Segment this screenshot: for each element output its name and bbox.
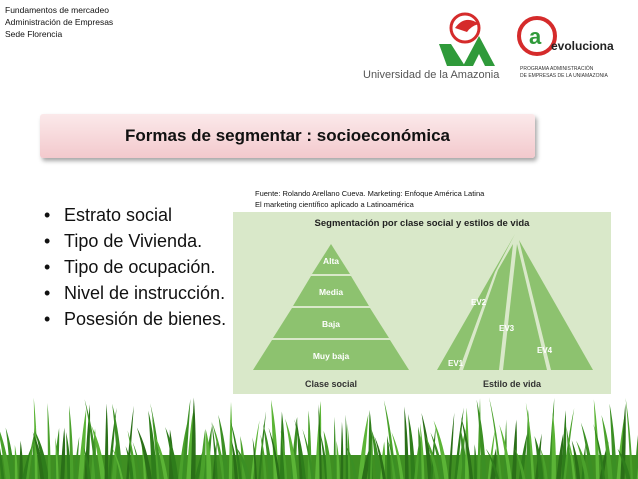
university-name: Universidad de la Amazonia [363, 69, 500, 81]
course-header [5, 4, 113, 40]
bullet-item: • Estrato social [40, 202, 226, 228]
grass-decoration [0, 395, 638, 479]
logos [355, 6, 635, 86]
bullet-list [40, 202, 226, 332]
source-line-2: El marketing científico aplicado a Latinoamérica [255, 200, 414, 209]
source-line-1: Fuente: Rolando Arellano Cueva. Marketing: Enfoque América Latina [255, 189, 485, 198]
segmentation-figure [233, 212, 611, 394]
label-muy-baja: Muy baja [312, 351, 350, 361]
grass-blade [474, 444, 477, 479]
label-ev4: EV4 [537, 346, 553, 355]
label-ev3: EV3 [499, 324, 515, 333]
bullet-item: • Posesión de bienes. [40, 306, 226, 332]
source-citation [255, 188, 484, 210]
social-class-label: Clase social [305, 379, 358, 389]
program-line-2: DE EMPRESAS DE LA UNIAMAZONIA [520, 73, 608, 79]
bullet-item: • Nivel de instrucción. [40, 280, 226, 306]
bullet-item: • Tipo de ocupación. [40, 254, 226, 280]
label-ev1: EV1 [448, 359, 464, 368]
grass-blade [60, 428, 65, 479]
pyramids-diagram [233, 212, 611, 394]
bullet-item: • Tipo de Vivienda. [40, 228, 226, 254]
course-name: Fundamentos de mercadeo [5, 5, 109, 15]
grass-blade [105, 404, 109, 479]
grass-blade [340, 422, 343, 479]
label-ev2: EV2 [471, 298, 487, 307]
label-media: Media [318, 287, 344, 297]
evoluciona-text: evoluciona [551, 39, 614, 53]
program-line-1: PROGRAMA ADMINISTRACIÓN [520, 66, 594, 72]
ae-monogram-icon: a [529, 24, 542, 49]
slide-title: Formas de segmentar : socioeconómica [125, 126, 450, 145]
grass-blade [229, 402, 232, 479]
evoluciona-logo [519, 18, 614, 79]
label-baja: Baja [322, 319, 340, 329]
title-banner [40, 114, 535, 158]
lifestyle-label: Estilo de vida [483, 379, 542, 389]
label-alta: Alta [322, 256, 340, 266]
program-name: Administración de Empresas [5, 17, 114, 27]
uniamazonia-logo [363, 14, 500, 81]
grass-blade [512, 420, 517, 479]
social-class-pyramid [253, 244, 409, 370]
figure-title: Segmentación por clase social y estilos de vida [314, 218, 530, 229]
grass-blade [334, 417, 336, 479]
lifestyle-pyramid [437, 234, 593, 370]
campus-name: Sede Florencia [5, 29, 63, 39]
